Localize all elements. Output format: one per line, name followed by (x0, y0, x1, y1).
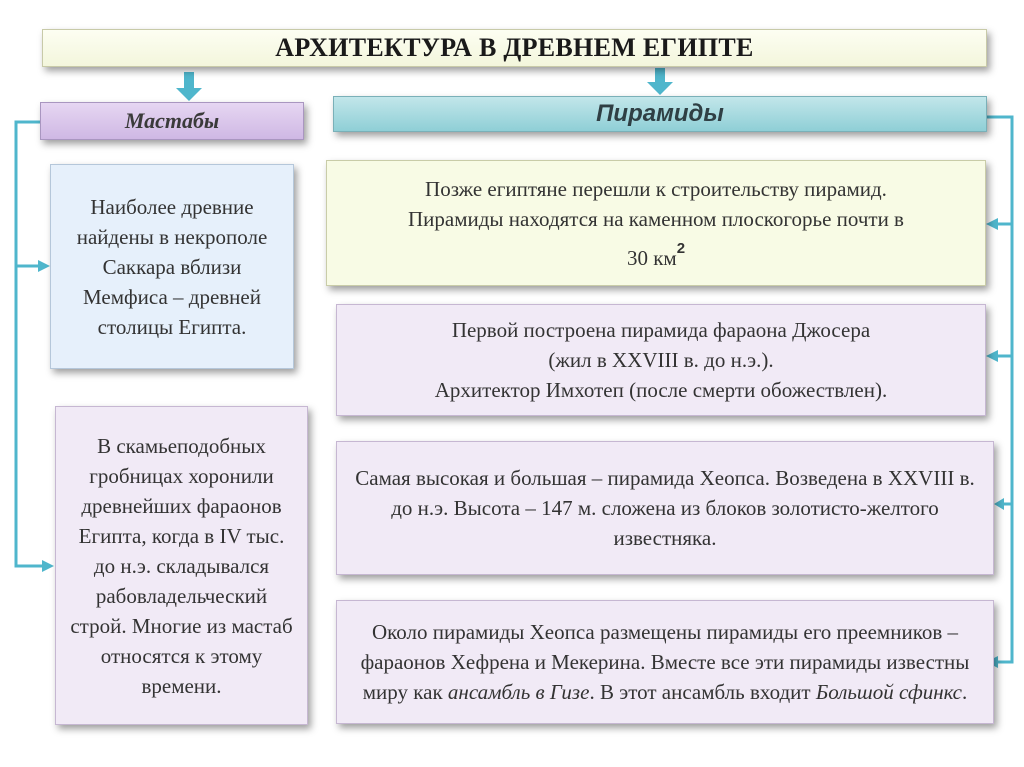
left-bracket-line (16, 122, 46, 566)
piramidy-header-text: Пирамиды (596, 100, 724, 127)
piramidy-box-4-text2: . В этот ансамбль входит (589, 680, 816, 704)
mastaby-header (40, 102, 304, 140)
piramidy-box-1-line2: Пирамиды находятся на каменном плоскогорье почти в (408, 206, 904, 231)
piramidy-box-4-text1: Около пирамиды Хеопса размещены пирамиды его преемников – фараонов Хефрена и Мекерина. Вместе все эти пирамиды известны миру как (360, 620, 970, 704)
mastaby-box-1 (50, 164, 294, 369)
arrow-right-icon (38, 260, 50, 272)
arrow-right-icon (42, 560, 54, 572)
piramidy-box-1-line1: Позже египтяне перешли к строительству пирамид. (425, 176, 887, 201)
mastaby-header-text: Мастабы (124, 108, 220, 133)
piramidy-box-4-text3: . (962, 680, 968, 704)
piramidy-box-2-line1: Первой построена пирамида фараона Джосера (451, 318, 871, 342)
ansambl-v-gize-italic: ансамбль в Гизе (447, 680, 590, 704)
piramidy-box-3 (336, 441, 994, 575)
piramidy-box-2-line2: (жил в XXVIII в. до н.э.). (548, 348, 774, 372)
page-title-text: АРХИТЕКТУРА В ДРЕВНЕМ ЕГИПТЕ (275, 33, 754, 62)
piramidy-header (333, 96, 987, 132)
arrow-down-icon (647, 68, 673, 95)
piramidy-box-3-text: Самая высокая и большая – пирамида Хеопса. Возведена в XXVIII в. до н.э. Высота – 147 м. сложена из блоков золотисто-желтого известняка. (355, 466, 975, 550)
piramidy-box-4-text (351, 617, 979, 707)
right-bracket-line (986, 117, 1012, 662)
page-title (42, 29, 987, 67)
piramidy-box-1-text (408, 174, 904, 273)
arrow-left-icon (986, 350, 998, 362)
piramidy-box-2-line3: Архитектор Имхотеп (после смерти обожествлен). (434, 378, 888, 402)
piramidy-box-2 (336, 304, 986, 416)
superscript-2: 2 (676, 239, 686, 257)
mastaby-box-1-text: Наиболее древние найдены в некрополе Саккара вблизи Мемфиса – древней столицы Египта. (76, 194, 268, 339)
arrow-down-icon (176, 72, 202, 101)
piramidy-box-1-line3: 30 км (626, 245, 677, 270)
piramidy-box-2-text (435, 315, 887, 405)
arrow-left-icon (994, 498, 1004, 510)
arrow-left-icon (986, 218, 998, 230)
piramidy-box-4 (336, 600, 994, 724)
bolshoy-sfinks-italic: Большой сфинкс (815, 680, 962, 704)
mastaby-box-2 (55, 406, 308, 725)
piramidy-box-1 (326, 160, 986, 286)
mastaby-box-2-text: В скамьеподобных гробницах хоронили древнейших фараонов Египта, когда в IV тыс. до н.э. складывался рабовладельческий строй. Многие из мастаб относятся к этому времени. (70, 433, 293, 698)
